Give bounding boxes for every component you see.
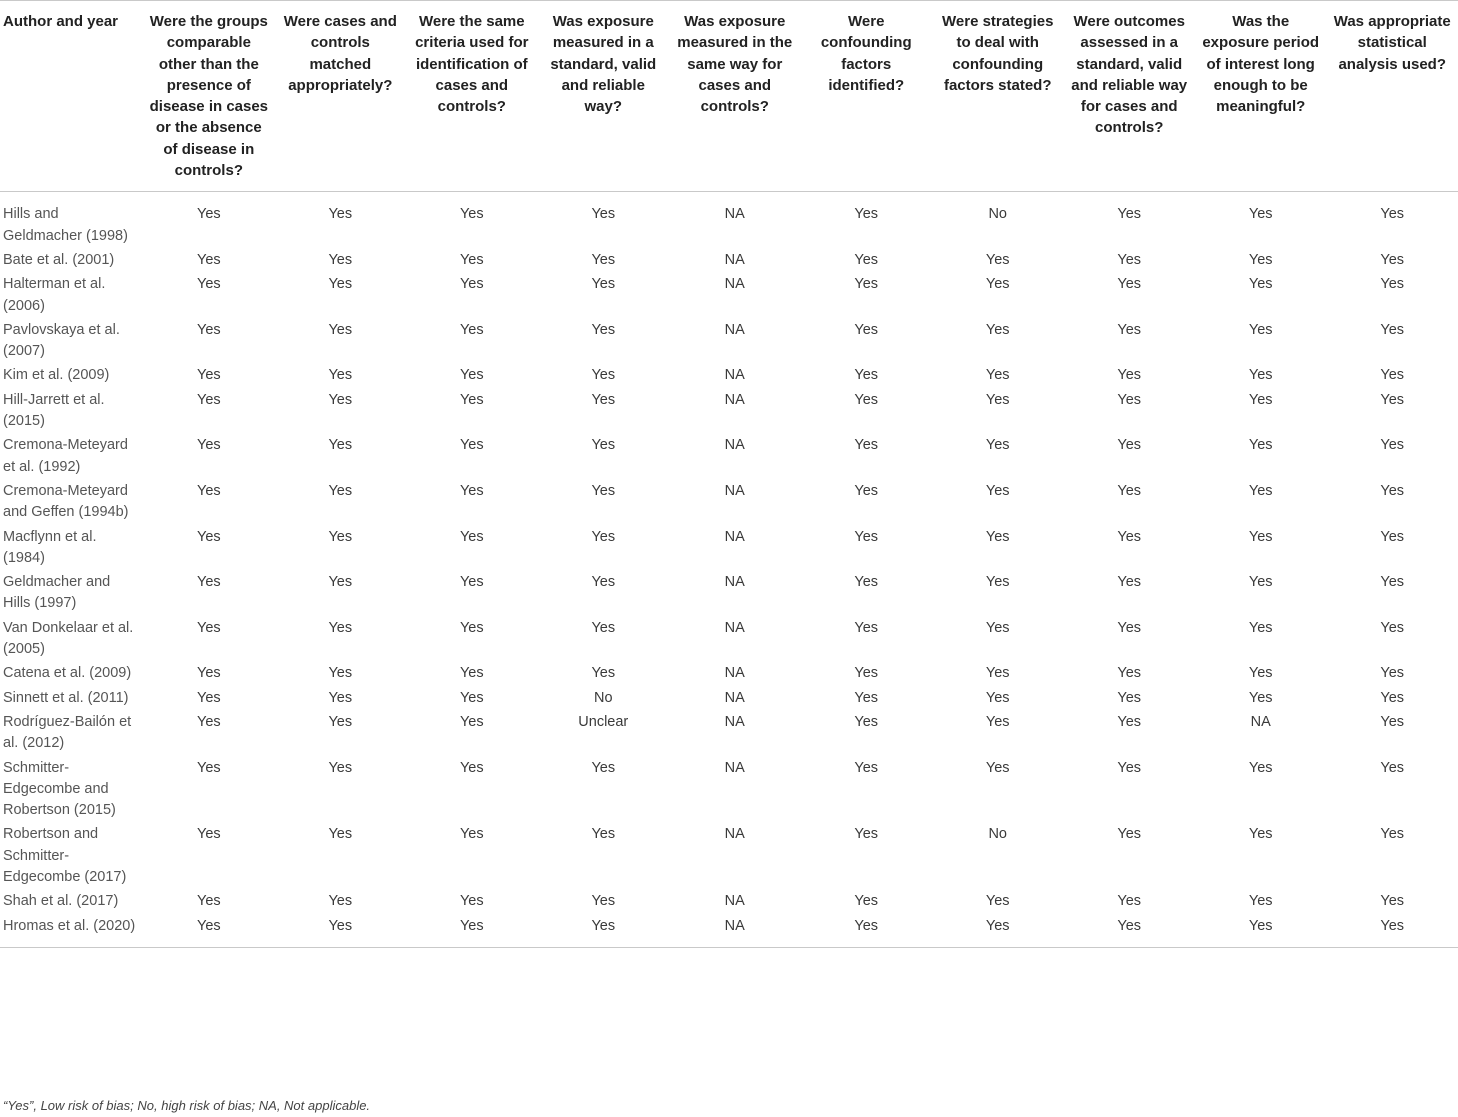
- assessment-cell: Yes: [459, 528, 484, 545]
- assessment-cell: Yes: [854, 321, 879, 338]
- assessment-cell: Yes: [591, 276, 616, 293]
- assessment-cell: Yes: [328, 276, 353, 293]
- column-header-question-5: Was exposure measured in the same way for cases and controls?: [669, 1, 800, 192]
- assessment-cell: Yes: [196, 321, 221, 338]
- author-cell: Geldmacher and Hills (1997): [3, 574, 111, 612]
- column-header-question-2: Were cases and controls matched appropriately?: [275, 1, 406, 192]
- assessment-cell: NA: [724, 665, 745, 682]
- table-footnote: “Yes”, Low risk of bias; No, high risk of bias; NA, Not applicable.: [3, 1098, 371, 1113]
- assessment-cell: Yes: [328, 619, 353, 636]
- assessment-cell: Yes: [985, 528, 1010, 545]
- assessment-cell: Yes: [1117, 276, 1142, 293]
- assessment-cell: Yes: [591, 321, 616, 338]
- assessment-cell: Yes: [328, 482, 353, 499]
- table-body: [0, 192, 1458, 948]
- assessment-cell: Yes: [459, 893, 484, 910]
- column-header-question-3: Were the same criteria used for identification of cases and controls?: [406, 1, 537, 192]
- assessment-cell: Yes: [143, 915, 274, 948]
- assessment-cell: NA: [724, 206, 745, 223]
- assessment-cell: Yes: [196, 759, 221, 776]
- assessment-cell: Yes: [328, 206, 353, 223]
- assessment-cell: Yes: [1380, 206, 1405, 223]
- assessment-cell: Yes: [1117, 759, 1142, 776]
- assessment-cell: Yes: [1117, 826, 1142, 843]
- author-cell: Sinnett et al. (2011): [3, 689, 129, 706]
- assessment-cell: Yes: [1117, 367, 1142, 384]
- assessment-cell: Yes: [1117, 391, 1142, 408]
- assessment-cell: Yes: [196, 619, 221, 636]
- assessment-cell: Yes: [459, 759, 484, 776]
- assessment-cell: Yes: [1248, 665, 1273, 682]
- assessment-cell: Yes: [1380, 276, 1405, 293]
- assessment-cell: Yes: [854, 689, 879, 706]
- assessment-cell: Yes: [1248, 251, 1273, 268]
- assessment-cell: Yes: [1380, 391, 1405, 408]
- assessment-cell: NA: [724, 893, 745, 910]
- assessment-cell: Yes: [591, 759, 616, 776]
- assessment-cell: Yes: [328, 893, 353, 910]
- assessment-cell: Yes: [1248, 826, 1273, 843]
- assessment-cell: Yes: [932, 915, 1063, 948]
- assessment-cell: Yes: [985, 251, 1010, 268]
- assessment-cell: Yes: [1248, 619, 1273, 636]
- assessment-cell: Yes: [985, 713, 1010, 730]
- assessment-cell: Yes: [854, 619, 879, 636]
- assessment-cell: NA: [669, 915, 800, 948]
- assessment-cell: Yes: [1117, 713, 1142, 730]
- assessment-cell: Yes: [275, 915, 406, 948]
- assessment-cell: Yes: [591, 826, 616, 843]
- assessment-cell: Yes: [459, 689, 484, 706]
- assessment-cell: Yes: [1248, 321, 1273, 338]
- assessment-cell: Yes: [328, 437, 353, 454]
- assessment-cell: Yes: [1248, 574, 1273, 591]
- assessment-cell: Yes: [459, 391, 484, 408]
- assessment-cell: Yes: [328, 321, 353, 338]
- table-row: [0, 389, 1458, 435]
- table-header: [0, 1, 1458, 192]
- assessment-cell: Yes: [459, 437, 484, 454]
- assessment-cell: Yes: [328, 826, 353, 843]
- assessment-cell: Yes: [459, 482, 484, 499]
- assessment-cell: Yes: [985, 689, 1010, 706]
- assessment-cell: Yes: [1117, 689, 1142, 706]
- assessment-cell: Yes: [1248, 689, 1273, 706]
- column-header-author: Author and year: [0, 1, 143, 192]
- table-row: [0, 192, 1458, 249]
- assessment-cell: Yes: [1380, 619, 1405, 636]
- assessment-cell: Yes: [1117, 206, 1142, 223]
- assessment-cell: Yes: [459, 665, 484, 682]
- assessment-cell: Yes: [328, 391, 353, 408]
- assessment-cell: Yes: [854, 759, 879, 776]
- assessment-cell: No: [988, 826, 1007, 843]
- assessment-cell: Yes: [459, 713, 484, 730]
- assessment-cell: Yes: [1117, 893, 1142, 910]
- assessment-cell: Yes: [591, 482, 616, 499]
- assessment-cell: Yes: [1380, 689, 1405, 706]
- table-row: [0, 757, 1458, 824]
- assessment-cell: NA: [1250, 713, 1271, 730]
- assessment-cell: Yes: [854, 251, 879, 268]
- table-row: [0, 364, 1458, 388]
- table-row: [0, 617, 1458, 663]
- assessment-cell: Yes: [1380, 713, 1405, 730]
- assessment-cell: Yes: [591, 528, 616, 545]
- assessment-cell: Yes: [854, 437, 879, 454]
- column-header-question-7: Were strategies to deal with confounding factors stated?: [932, 1, 1063, 192]
- assessment-cell: NA: [724, 826, 745, 843]
- table-row: [0, 273, 1458, 319]
- assessment-cell: Yes: [591, 665, 616, 682]
- assessment-cell: No: [594, 689, 613, 706]
- assessment-cell: Yes: [328, 574, 353, 591]
- column-header-question-9: Was the exposure period of interest long enough to be meaningful?: [1195, 1, 1326, 192]
- assessment-cell: Yes: [985, 391, 1010, 408]
- assessment-cell: Yes: [196, 689, 221, 706]
- author-cell: Hills and Geldmacher (1998): [3, 206, 128, 244]
- assessment-cell: Yes: [591, 619, 616, 636]
- assessment-cell: Yes: [459, 206, 484, 223]
- assessment-cell: Yes: [196, 893, 221, 910]
- column-header-question-6: Were confounding factors identified?: [801, 1, 932, 192]
- assessment-cell: Yes: [1248, 276, 1273, 293]
- assessment-cell: Yes: [1380, 759, 1405, 776]
- assessment-cell: Yes: [1380, 893, 1405, 910]
- assessment-cell: Yes: [854, 391, 879, 408]
- author-cell: Cremona-Meteyard and Geffen (1994b): [3, 482, 129, 521]
- author-cell: Robertson and Schmitter-Edgecombe (2017): [3, 826, 127, 885]
- assessment-cell: Yes: [1117, 251, 1142, 268]
- author-cell: Pavlovskaya et al. (2007): [3, 321, 120, 360]
- assessment-cell: Yes: [591, 251, 616, 268]
- author-cell: Catena et al. (2009): [3, 665, 132, 682]
- assessment-cell: Yes: [591, 206, 616, 223]
- assessment-cell: NA: [724, 276, 745, 293]
- assessment-cell: Yes: [1117, 619, 1142, 636]
- assessment-cell: Yes: [1326, 915, 1458, 948]
- assessment-cell: Yes: [591, 437, 616, 454]
- table-row: [0, 915, 1458, 948]
- assessment-cell: Yes: [459, 321, 484, 338]
- assessment-cell: Yes: [459, 574, 484, 591]
- assessment-cell: Yes: [591, 574, 616, 591]
- assessment-cell: Yes: [196, 251, 221, 268]
- assessment-cell: Yes: [196, 713, 221, 730]
- assessment-cell: Yes: [196, 391, 221, 408]
- assessment-cell: Yes: [854, 574, 879, 591]
- author-cell: Bate et al. (2001): [3, 251, 115, 268]
- assessment-cell: Yes: [1380, 367, 1405, 384]
- assessment-cell: Yes: [591, 893, 616, 910]
- assessment-cell: NA: [724, 759, 745, 776]
- assessment-cell: Yes: [196, 826, 221, 843]
- assessment-cell: Yes: [1380, 437, 1405, 454]
- assessment-cell: Yes: [328, 713, 353, 730]
- assessment-cell: NA: [724, 482, 745, 499]
- table-row: [0, 662, 1458, 686]
- column-header-question-10: Was appropriate statistical analysis used?: [1326, 1, 1458, 192]
- assessment-cell: NA: [724, 367, 745, 384]
- assessment-cell: No: [988, 206, 1007, 223]
- assessment-cell: NA: [724, 574, 745, 591]
- assessment-cell: Yes: [538, 915, 669, 948]
- table-row: [0, 890, 1458, 914]
- assessment-cell: Yes: [328, 689, 353, 706]
- assessment-cell: Yes: [1117, 437, 1142, 454]
- assessment-cell: Yes: [1380, 826, 1405, 843]
- assessment-cell: Yes: [1248, 437, 1273, 454]
- assessment-cell: Yes: [854, 665, 879, 682]
- assessment-cell: Yes: [1248, 759, 1273, 776]
- assessment-cell: Yes: [1117, 321, 1142, 338]
- assessment-cell: Yes: [406, 915, 537, 948]
- assessment-cell: Yes: [1248, 482, 1273, 499]
- table-row: [0, 480, 1458, 526]
- assessment-cell: Yes: [854, 276, 879, 293]
- assessment-cell: NA: [724, 713, 745, 730]
- assessment-cell: Yes: [328, 665, 353, 682]
- assessment-cell: Yes: [1248, 528, 1273, 545]
- assessment-cell: Yes: [1248, 206, 1273, 223]
- header-row: [0, 1, 1458, 192]
- table-row: [0, 711, 1458, 757]
- assessment-cell: Yes: [1380, 665, 1405, 682]
- assessment-cell: Yes: [985, 619, 1010, 636]
- assessment-cell: NA: [724, 391, 745, 408]
- column-header-question-1: Were the groups comparable other than the presence of disease in cases or the absence of disease in controls?: [143, 1, 274, 192]
- assessment-cell: Yes: [196, 206, 221, 223]
- assessment-cell: Yes: [985, 759, 1010, 776]
- assessment-cell: Yes: [1380, 482, 1405, 499]
- assessment-cell: NA: [724, 321, 745, 338]
- assessment-cell: NA: [724, 619, 745, 636]
- assessment-cell: NA: [724, 528, 745, 545]
- column-header-question-8: Were outcomes assessed in a standard, valid and reliable way for cases and controls?: [1063, 1, 1194, 192]
- assessment-cell: Yes: [854, 482, 879, 499]
- assessment-cell: Yes: [196, 437, 221, 454]
- assessment-cell: Yes: [1117, 665, 1142, 682]
- assessment-cell: Yes: [985, 276, 1010, 293]
- author-cell: Van Donkelaar et al. (2005): [3, 619, 134, 658]
- assessment-cell: Yes: [328, 251, 353, 268]
- assessment-cell: Yes: [196, 482, 221, 499]
- assessment-cell: Yes: [328, 367, 353, 384]
- assessment-cell: Yes: [459, 619, 484, 636]
- author-cell: Rodríguez-Bailón et al. (2012): [3, 713, 132, 752]
- assessment-cell: NA: [724, 689, 745, 706]
- assessment-cell: NA: [724, 437, 745, 454]
- assessment-cell: Yes: [459, 276, 484, 293]
- assessment-cell: Yes: [196, 276, 221, 293]
- assessment-cell: Yes: [985, 321, 1010, 338]
- author-cell: Kim et al. (2009): [3, 367, 110, 384]
- assessment-cell: Yes: [854, 713, 879, 730]
- assessment-cell: Yes: [985, 893, 1010, 910]
- column-header-question-4: Was exposure measured in a standard, valid and reliable way?: [538, 1, 669, 192]
- assessment-cell: Yes: [985, 482, 1010, 499]
- table-row: [0, 687, 1458, 711]
- table-row: [0, 319, 1458, 365]
- assessment-cell: Yes: [854, 206, 879, 223]
- author-cell: Hill-Jarrett et al. (2015): [3, 391, 105, 430]
- assessment-cell: Yes: [1117, 528, 1142, 545]
- assessment-cell: Yes: [1117, 574, 1142, 591]
- table-row: [0, 249, 1458, 273]
- assessment-cell: Yes: [459, 251, 484, 268]
- assessment-cell: Yes: [1380, 251, 1405, 268]
- assessment-cell: Yes: [591, 391, 616, 408]
- assessment-cell: Yes: [328, 759, 353, 776]
- assessment-cell: Yes: [459, 367, 484, 384]
- author-cell: Halterman et al. (2006): [3, 276, 106, 314]
- table-row: [0, 526, 1458, 572]
- table-row: [0, 823, 1458, 890]
- assessment-cell: Yes: [1380, 574, 1405, 591]
- table-row: [0, 434, 1458, 480]
- assessment-cell: Yes: [1195, 915, 1326, 948]
- assessment-cell: Yes: [1380, 321, 1405, 338]
- assessment-cell: Yes: [1380, 528, 1405, 545]
- assessment-cell: Yes: [985, 367, 1010, 384]
- assessment-cell: Yes: [591, 367, 616, 384]
- assessment-cell: Yes: [328, 528, 353, 545]
- author-cell: Macflynn et al. (1984): [3, 528, 97, 566]
- assessment-cell: Yes: [801, 915, 932, 948]
- assessment-cell: Yes: [854, 528, 879, 545]
- assessment-cell: Yes: [1248, 391, 1273, 408]
- author-cell: Schmitter-Edgecombe and Robertson (2015): [3, 759, 116, 819]
- assessment-cell: Yes: [196, 367, 221, 384]
- assessment-cell: Yes: [985, 437, 1010, 454]
- assessment-cell: Yes: [1063, 915, 1194, 948]
- table-row: [0, 571, 1458, 617]
- author-cell: Hromas et al. (2020): [0, 915, 143, 948]
- assessment-cell: NA: [724, 251, 745, 268]
- assessment-cell: Yes: [196, 574, 221, 591]
- author-cell: Cremona-Meteyard et al. (1992): [3, 437, 128, 475]
- assessment-cell: Yes: [854, 367, 879, 384]
- assessment-cell: Yes: [854, 893, 879, 910]
- assessment-cell: Yes: [985, 574, 1010, 591]
- assessment-cell: Yes: [196, 528, 221, 545]
- assessment-cell: Yes: [459, 826, 484, 843]
- assessment-cell: Yes: [196, 665, 221, 682]
- assessment-cell: Yes: [1117, 482, 1142, 499]
- assessment-cell: Unclear: [578, 713, 629, 730]
- assessment-cell: Yes: [854, 826, 879, 843]
- author-cell: Shah et al. (2017): [3, 893, 119, 910]
- assessment-cell: Yes: [985, 665, 1010, 682]
- assessment-cell: Yes: [1248, 367, 1273, 384]
- assessment-cell: Yes: [1248, 893, 1273, 910]
